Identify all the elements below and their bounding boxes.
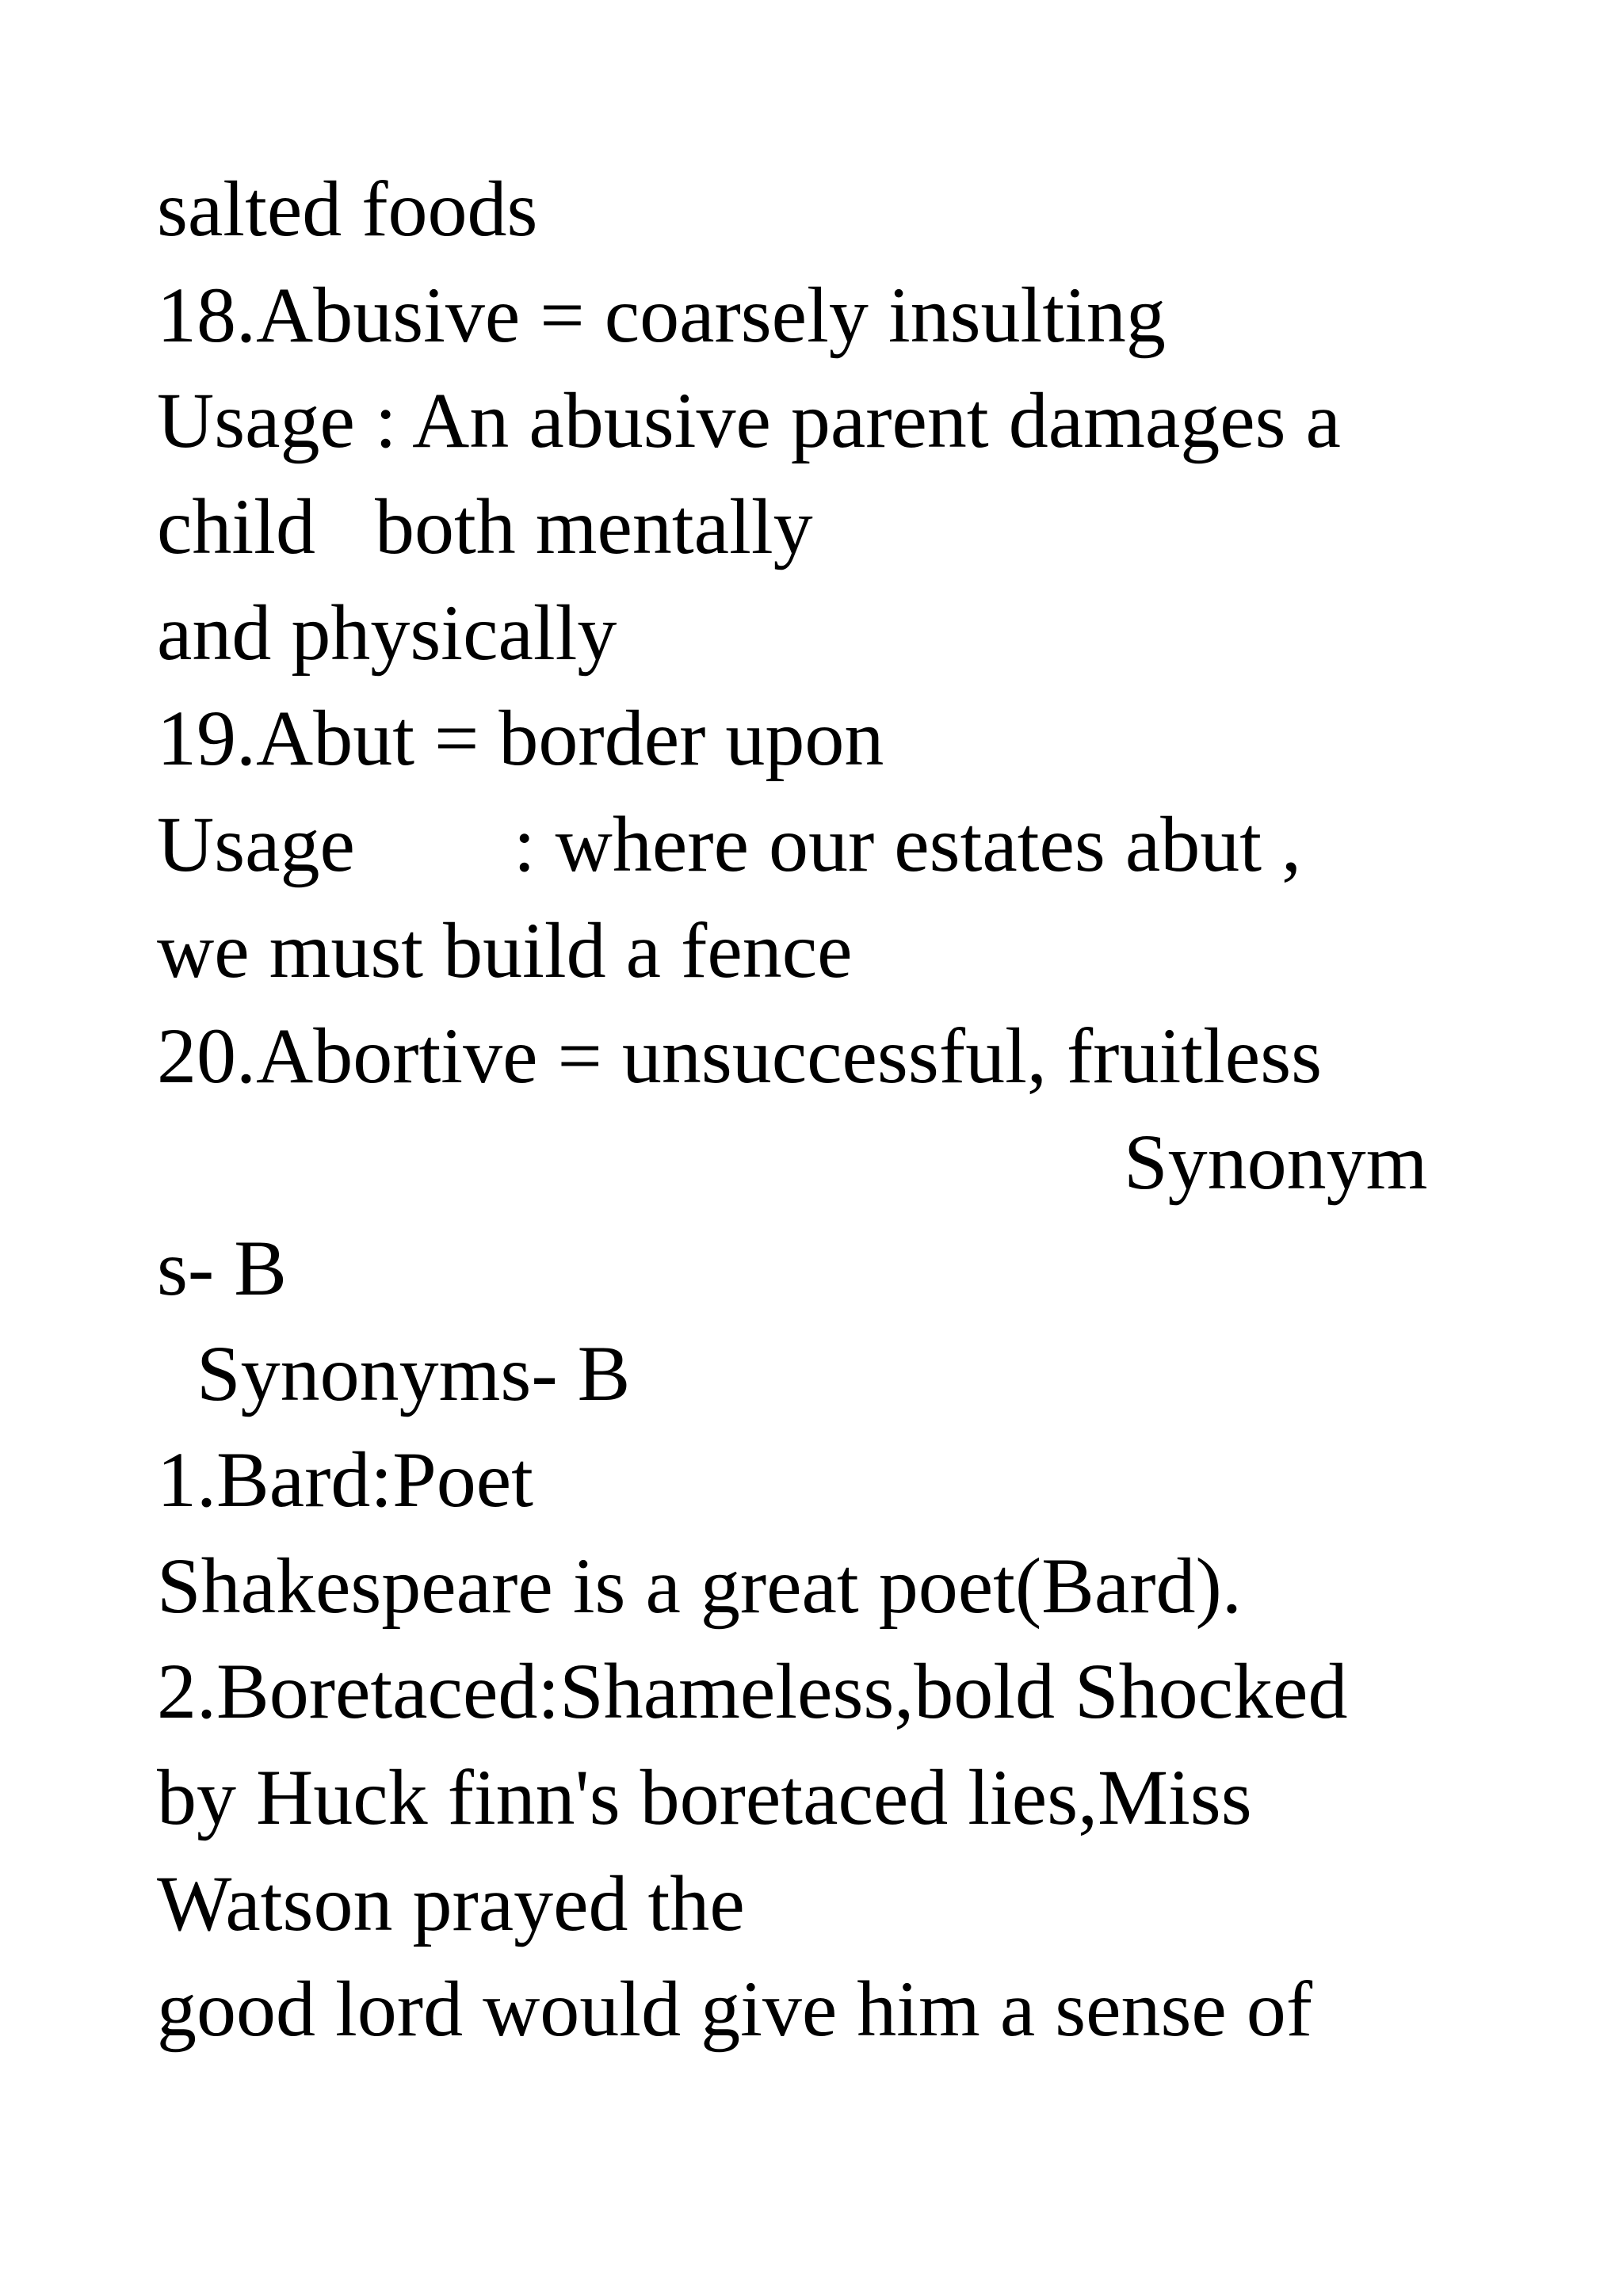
text-line-6: 19.Abut = border upon [157,694,884,782]
text-line-2: 18.Abusive = coarsely insulting [157,271,1166,359]
text-line-17: Watson prayed the [157,1859,745,1947]
text-line-4: child both mentally [157,482,813,570]
text-line-7: Usage : where our estates abut , [157,800,1301,888]
text-line-12: Synonyms- B [157,1329,631,1417]
text-line-1: salted foods [157,165,538,253]
text-line-5: and physically [157,589,617,677]
text-line-11: s- B [157,1224,287,1312]
text-line-18: good lord would give him a sense of [157,1965,1313,2053]
text-line-9: 20.Abortive = unsuccessful, fruitless [157,1012,1323,1100]
text-line-10: Synonym [1124,1118,1428,1206]
text-line-13: 1.Bard:Poet [157,1436,533,1524]
text-line-14: Shakespeare is a great poet(Bard). [157,1542,1242,1630]
text-line-16: by Huck finn's boretaced lies,Miss [157,1753,1252,1841]
text-line-3: Usage : An abusive parent damages a [157,376,1341,464]
text-line-8: we must build a fence [157,906,853,994]
text-line-15: 2.Boretaced:Shameless,bold Shocked [157,1647,1348,1735]
